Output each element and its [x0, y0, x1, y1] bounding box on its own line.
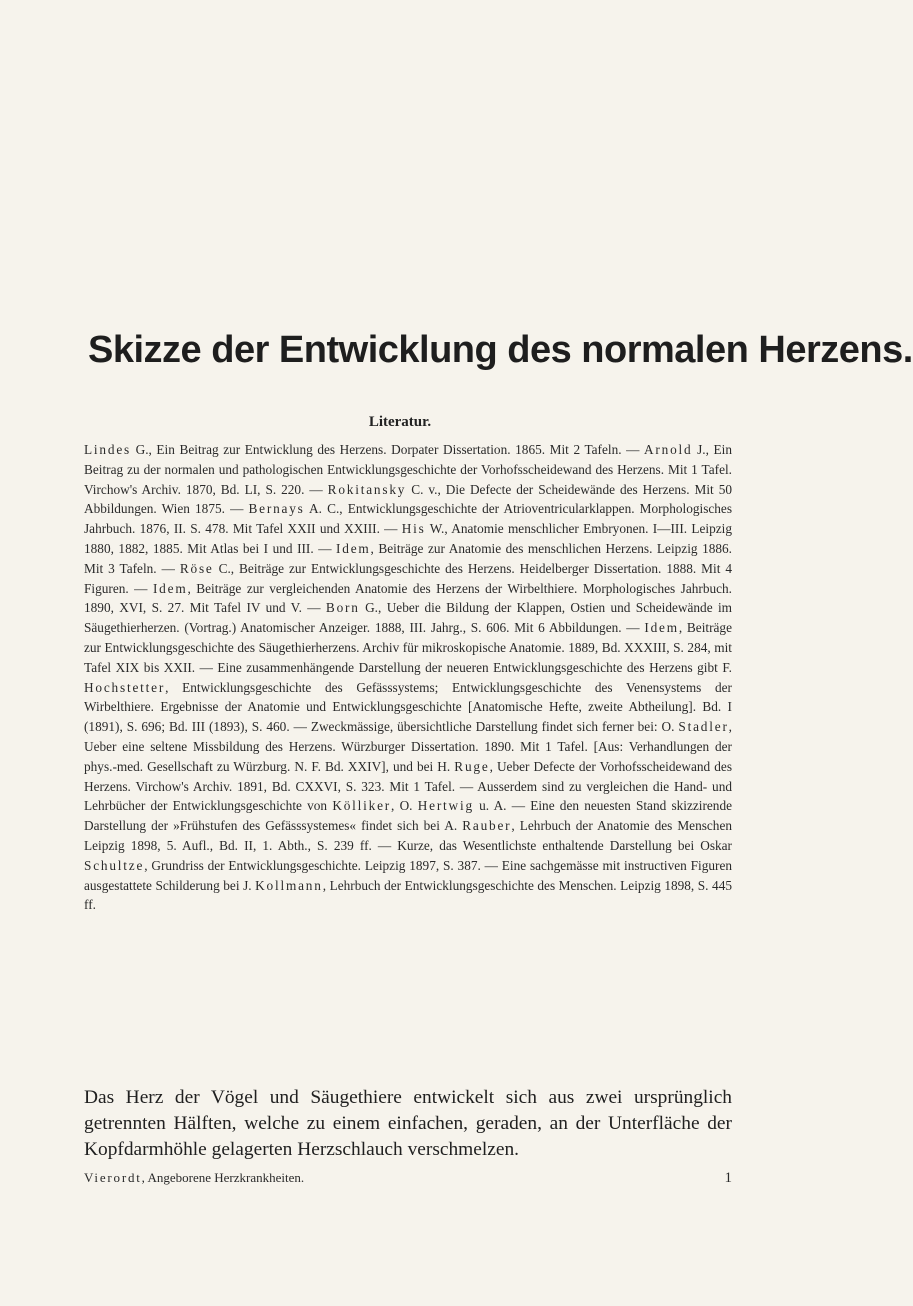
ref-idem-3: , Beiträge zur Entwicklungsgeschichte des Säugethierherzens. Archiv für mikroskopische Anatomie. 1889, Bd. XXXIII, S. 284, mit Tafel XIX bis XXII. — Eine zusammenhängende Darstellung der neueren Entwicklungsgeschichte des Herzens gibt F. — [84, 620, 732, 675]
ref-ruge: , Ueber Defecte der Vorhofsscheidewand des Herzens. Virchow's Archiv. 1891, Bd. CXXVI, S. 323. Mit 1 Tafel. — Ausserdem sind zu vergleichen die Hand- und Lehrbücher der Entwicklungsgeschichte von — [84, 758, 732, 814]
footer-signature — [84, 1168, 304, 1188]
chapter-title: Skizze der Entwicklung des normalen Herzens. — [88, 329, 913, 371]
body-paragraph: Das Herz der Vögel und Säugethiere entwickelt sich aus zwei ursprünglich getrennten Hälften, welche zu einem einfachen, geraden, an der Unterfläche der Kopfdarmhöhle gelagerten Herzschlauch verschmelzen. — [84, 1087, 732, 1160]
ref-idem-2: , Beiträge zur vergleichenden Anatomie des Herzens der Wirbelthiere. Morphologisches Jahrbuch. 1890, XVI, S. 27. Mit Tafel IV und V. — — [84, 580, 732, 616]
author-roese: Röse — [179, 560, 214, 576]
literature-references — [84, 440, 732, 915]
footer-author: Vierordt — [84, 1170, 142, 1185]
author-idem-1: Idem — [336, 540, 371, 556]
footer-work: , Angeborene Herzkrankheiten. — [141, 1170, 305, 1185]
ref-bernays: A. C., Entwicklungsgeschichte der Atrioventricularklappen. Morphologisches Jahrbuch. 1876, II. S. 478. Mit Tafel XXII und XXIII. — — [84, 501, 732, 537]
ref-schultze: , Grundriss der Entwicklungsgeschichte. Leipzig 1897, S. 387. — Eine sachgemässe mit instructiven Figuren ausgestattete Schilderung bei J. — [84, 857, 732, 893]
author-ruge: Ruge — [454, 758, 490, 774]
author-rauber: Rauber — [462, 818, 512, 834]
author-arnold: Arnold — [644, 442, 693, 457]
author-koelliker: Kölliker — [332, 798, 392, 814]
ref-hochstetter: , Entwicklungsgeschichte des Gefässsystems; Entwicklungsgeschichte des Venensystems der Wirbelthiere. Ergebnisse der Anatomie und Entwicklungsgeschichte [Anatomische Hefte, zweite Abtheilung]. Bd. I (1891), S. 696; Bd. III (1893), S. 460. — Zweckmässige, übersichtliche Darstellung findet sich ferner bei: O. — [84, 679, 732, 735]
ref-rauber: , Lehrbuch der Anatomie des Menschen Leipzig 1898, 5. Aufl., Bd. II, 1. Abth., S. 239 ff. — Kurze, das Wesentlichste enthaltende Darstellung bei Oskar — [84, 818, 732, 853]
author-lindes: Lindes — [84, 442, 131, 457]
author-his: His — [401, 521, 426, 537]
author-idem-2: Idem — [152, 580, 188, 596]
ref-hertwig: u. A. — Eine den neuesten Stand skizzirende Darstellung der »Frühstufen des Gefässsystemes« findet sich bei A. — [84, 798, 732, 834]
ref-rokitansky: C. v., Die Defecte der Scheidewände des Herzens. Mit 50 Abbildungen. Wien 1875. — — [84, 481, 732, 517]
author-bernays: Bernays — [248, 501, 305, 517]
author-rokitansky: Rokitansky — [327, 481, 407, 497]
ref-kollmann: , Lehrbuch der Entwicklungsgeschichte des Menschen. Leipzig 1898, S. 445 ff. — [84, 877, 732, 913]
ref-arnold: J., Ein Beitrag zu der normalen und pathologischen Entwicklungsgeschichte der Vorhofsscheidewand des Herzens. Mit 1 Tafel. Virchow's Archiv. 1870, Bd. LI, S. 220. — — [84, 442, 732, 497]
literature-heading: Literatur. — [368, 414, 432, 430]
page-number: 1 — [724, 1170, 732, 1186]
author-schultze: Schultze — [84, 857, 145, 873]
author-idem-3: Idem — [644, 620, 679, 636]
author-stadler: Stadler — [678, 719, 729, 735]
page-footer — [84, 1168, 732, 1188]
author-kollmann: Kollmann — [255, 877, 323, 893]
ref-koelliker: , O. — [391, 798, 418, 814]
ref-his: W., Anatomie menschlicher Embryonen. I—III. Leipzig 1880, 1882, 1885. Mit Atlas bei I und III. — — [84, 521, 733, 556]
ref-roese: C., Beiträge zur Entwicklungsgeschichte des Herzens. Heidelberger Dissertation. 1888. Mit 4 Figuren. — — [84, 560, 732, 596]
ref-lindes: G., Ein Beitrag zur Entwicklung des Herzens. Dorpater Dissertation. 1865. Mit 2 Tafeln. — — [131, 442, 645, 457]
ref-idem-1: , Beiträge zur Anatomie des menschlichen Herzens. Leipzig 1886. Mit 3 Tafeln. — — [84, 540, 732, 576]
author-hertwig: Hertwig — [417, 798, 474, 814]
author-born: Born — [325, 600, 360, 616]
ref-stadler: , Ueber eine seltene Missbildung des Herzens. Würzburger Dissertation. 1890. Mit 1 Tafel. [Aus: Verhandlungen der phys.-med. Gesellschaft zu Würzburg. N. F. Bd. XXIV], und bei H. — [84, 719, 732, 774]
author-hochstetter: Hochstetter — [84, 679, 166, 695]
ref-born: G., Ueber die Bildung der Klappen, Ostien und Scheidewände im Säugethierherzen. (Vortrag.) Anatomischer Anzeiger. 1888, III. Jahrg., S. 606. Mit 6 Abbildungen. — — [84, 600, 732, 636]
